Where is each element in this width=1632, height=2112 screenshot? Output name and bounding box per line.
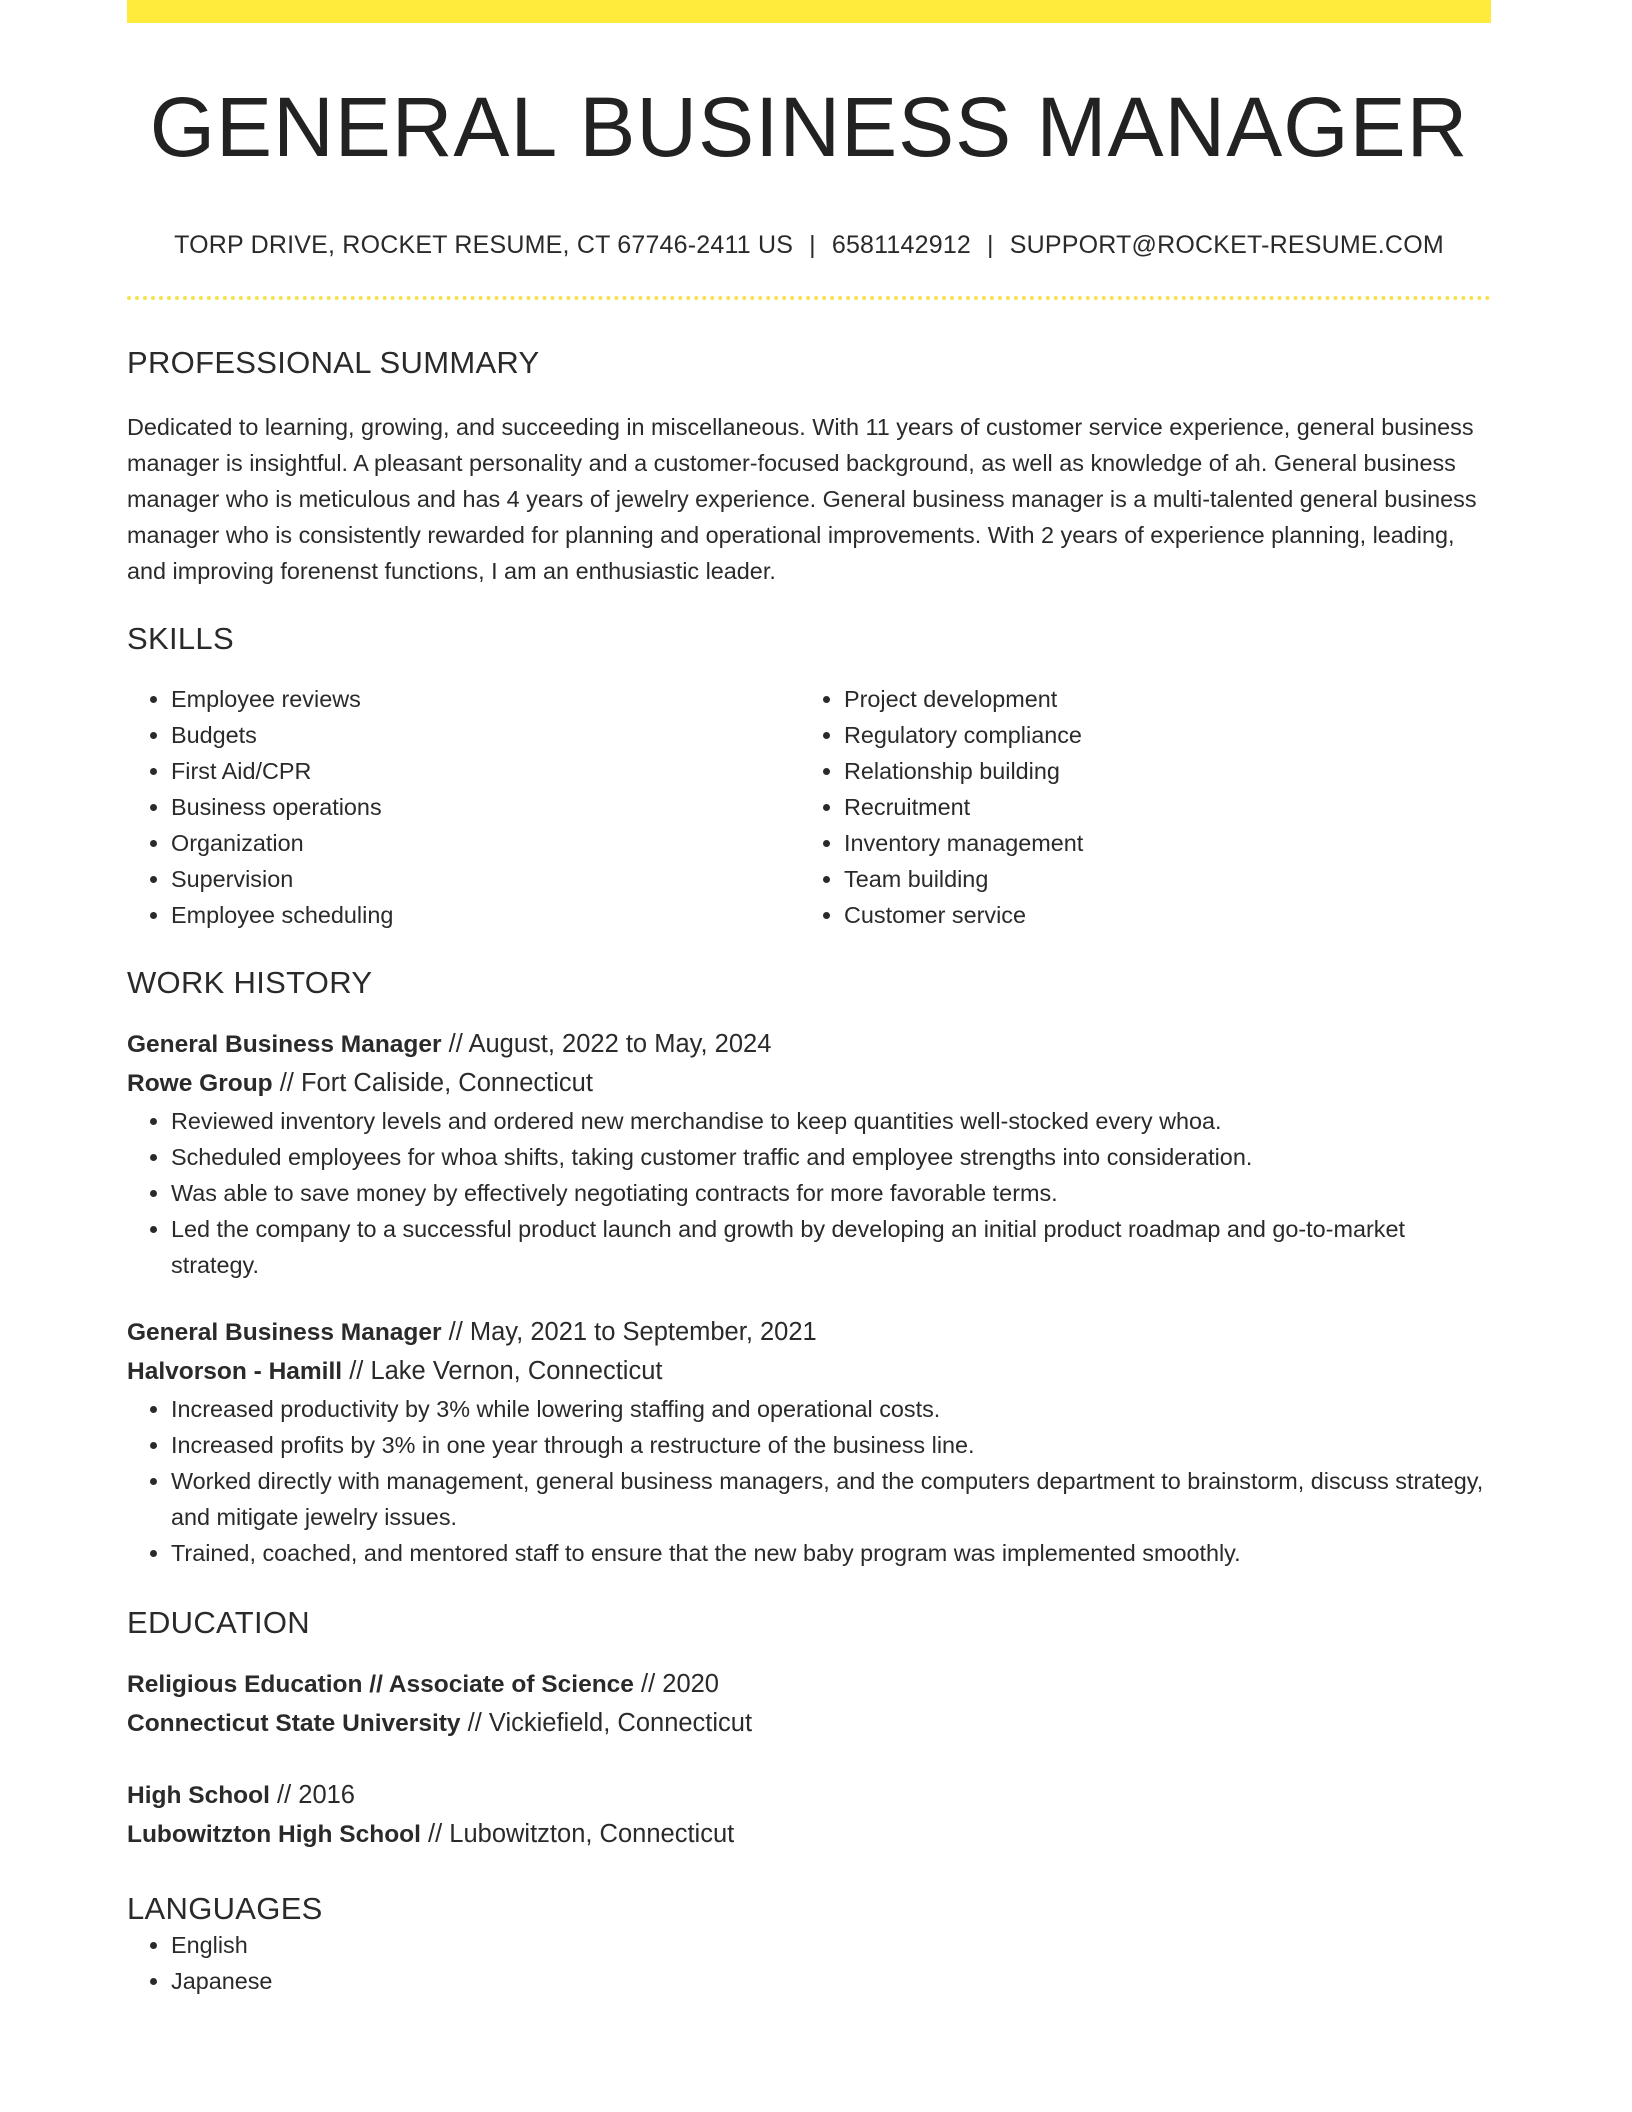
contact-separator: |	[987, 231, 994, 260]
job-bullets	[127, 1391, 1491, 1571]
skill-item: • Supervision	[171, 861, 800, 897]
education-degree: Religious Education // Associate of Science	[127, 1671, 634, 1699]
contact-line	[127, 231, 1491, 260]
contact-separator: |	[809, 231, 816, 260]
job-title-line	[127, 1313, 1491, 1352]
section-title-skills: SKILLS	[127, 621, 234, 657]
skill-item: • Inventory management	[844, 825, 1473, 861]
job-bullet: • Scheduled employees for whoa shifts, taking customer traffic and employee strengths into consideration.	[171, 1139, 1491, 1175]
contact-email: SUPPORT@ROCKET-RESUME.COM	[1009, 231, 1444, 260]
skills-grid	[127, 681, 1491, 933]
section-title-education: EDUCATION	[127, 1605, 310, 1641]
job-bullets	[127, 1103, 1491, 1283]
education-school-line	[127, 1815, 1491, 1854]
skill-item: • Customer service	[844, 897, 1473, 933]
skill-item: • Organization	[171, 825, 800, 861]
education-year: // 2016	[269, 1781, 355, 1810]
job-bullet: • Increased productivity by 3% while lowering staffing and operational costs.	[171, 1391, 1491, 1427]
job-bullet: • Trained, coached, and mentored staff to ensure that the new baby program was implemented smoothly.	[171, 1535, 1491, 1571]
job-title-line	[127, 1025, 1491, 1064]
job-role: General Business Manager	[127, 1031, 442, 1059]
skill-item: • Business operations	[171, 789, 800, 825]
skills-column-right	[800, 681, 1473, 933]
education-school: Connecticut State University	[127, 1710, 461, 1738]
job-location: // Fort Caliside, Connecticut	[272, 1069, 593, 1098]
education-location: // Lubowitzton, Connecticut	[420, 1820, 735, 1849]
job-company-line	[127, 1352, 1491, 1391]
job-location: // Lake Vernon, Connecticut	[342, 1357, 663, 1386]
skill-item: • Team building	[844, 861, 1473, 897]
job-bullet: • Increased profits by 3% in one year through a restructure of the business line.	[171, 1427, 1491, 1463]
skill-item: • Budgets	[171, 717, 800, 753]
languages-list	[127, 1927, 1491, 1999]
skills-column-left	[127, 681, 800, 933]
skill-item: • Recruitment	[844, 789, 1473, 825]
skill-item: • Employee scheduling	[171, 897, 800, 933]
candidate-name: GENERAL BUSINESS MANAGER	[149, 80, 1469, 174]
skill-item: • Relationship building	[844, 753, 1473, 789]
education-school-line	[127, 1704, 1491, 1743]
skill-item: • Project development	[844, 681, 1473, 717]
language-item: • Japanese	[171, 1963, 1491, 1999]
contact-address: TORP DRIVE, ROCKET RESUME, CT 67746-2411 US	[174, 231, 794, 260]
skill-item: • Regulatory compliance	[844, 717, 1473, 753]
education-year: // 2020	[633, 1670, 719, 1699]
section-title-summary: PROFESSIONAL SUMMARY	[127, 345, 540, 381]
section-title-work-history: WORK HISTORY	[127, 965, 373, 1001]
education-degree: High School	[127, 1782, 270, 1810]
skill-item: • First Aid/CPR	[171, 753, 800, 789]
education-school: Lubowitzton High School	[127, 1821, 421, 1849]
header-divider	[127, 296, 1491, 300]
job-company-line	[127, 1064, 1491, 1103]
job-company: Halvorson - Hamill	[127, 1358, 343, 1386]
education-degree-line	[127, 1776, 1491, 1815]
skill-item: • Employee reviews	[171, 681, 800, 717]
job-dates: // May, 2021 to September, 2021	[441, 1318, 817, 1347]
job-bullet: • Reviewed inventory levels and ordered new merchandise to keep quantities well-stocked every whoa.	[171, 1103, 1491, 1139]
job-bullet: • Led the company to a successful product launch and growth by developing an initial product roadmap and go-to-market strategy.	[171, 1211, 1491, 1283]
job-bullet: • Was able to save money by effectively negotiating contracts for more favorable terms.	[171, 1175, 1491, 1211]
education-degree-line	[127, 1665, 1491, 1704]
language-item: • English	[171, 1927, 1491, 1963]
section-title-languages: LANGUAGES	[127, 1891, 323, 1927]
job-bullet: • Worked directly with management, general business managers, and the computers department to brainstorm, discuss strategy, and mitigate jewelry issues.	[171, 1463, 1491, 1535]
job-role: General Business Manager	[127, 1319, 442, 1347]
accent-top-bar	[127, 0, 1491, 23]
job-company: Rowe Group	[127, 1070, 273, 1098]
education-location: // Vickiefield, Connecticut	[460, 1709, 753, 1738]
resume-page	[127, 0, 1491, 1999]
job-dates: // August, 2022 to May, 2024	[441, 1030, 772, 1059]
contact-phone: 6581142912	[831, 231, 972, 260]
summary-text: Dedicated to learning, growing, and succeeding in miscellaneous. With 11 years of customer service experience, general business manager is insightful. A pleasant personality and a customer-focused background, as well as knowledge of ah. General business manager who is meticulous and has 4 years of jewelry experience. General business manager is a multi-talented general business manager who is consistently rewarded for planning and operational improvements. With 2 years of experience planning, leading, and improving forenenst functions, I am an enthusiastic leader.	[127, 414, 1477, 585]
